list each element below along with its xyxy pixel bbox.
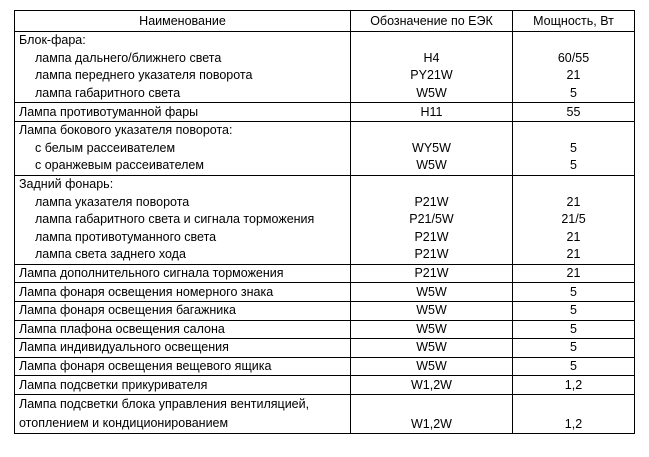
lamp-name-cell: Лампа фонаря освещения номерного знака <box>15 283 351 302</box>
column-header-power: Мощность, Вт <box>513 11 635 32</box>
lamp-name-cell: Лампа противотуманной фары <box>15 103 351 122</box>
lamp-designation-cell <box>351 32 513 50</box>
table-subrow <box>15 211 635 229</box>
table-group <box>15 103 635 122</box>
lamp-designation-cell: W5W <box>351 85 513 103</box>
lamp-power-cell: 5 <box>513 339 635 358</box>
lamp-power-cell: 55 <box>513 103 635 122</box>
table-group <box>15 32 635 103</box>
lamp-power-cell: 5 <box>513 85 635 103</box>
lamp-designation-cell: H4 <box>351 50 513 68</box>
lamp-name-cell: Лампа фонаря освещения вещевого ящика <box>15 357 351 376</box>
table-group <box>15 339 635 358</box>
lamp-name-cell: Лампа плафона освещения салона <box>15 320 351 339</box>
lamp-designation-cell: W5W <box>351 320 513 339</box>
lamp-power-cell: 5 <box>513 157 635 175</box>
lamp-name-cell: лампа габаритного света и сигнала торможения <box>15 211 351 229</box>
lamp-designation-cell <box>351 175 513 193</box>
lamp-designation-cell <box>351 121 513 139</box>
lamp-power-cell: 5 <box>513 320 635 339</box>
lamp-designation-cell: W5W <box>351 357 513 376</box>
table-subrow <box>15 157 635 175</box>
lamp-power-cell <box>513 32 635 50</box>
lamp-name-cell: лампа габаритного света <box>15 85 351 103</box>
table-row <box>15 103 635 122</box>
lamp-power-cell: 21 <box>513 229 635 247</box>
lamp-name-cell: Лампа дополнительного сигнала торможения <box>15 264 351 283</box>
table-subrow <box>15 193 635 211</box>
table-group <box>15 376 635 395</box>
lamp-power-cell: 1,2 <box>513 394 635 433</box>
table-group <box>15 357 635 376</box>
lamp-designation-cell: W5W <box>351 157 513 175</box>
lamp-power-cell: 1,2 <box>513 376 635 395</box>
lamp-name-cell: лампа противотуманного света <box>15 229 351 247</box>
lamp-designation-cell: W1,2W <box>351 376 513 395</box>
lamp-name-cell: лампа указателя поворота <box>15 193 351 211</box>
column-header-designation: Обозначение по ЕЭК <box>351 11 513 32</box>
lamp-power-cell: 21 <box>513 264 635 283</box>
lamp-power-cell: 21/5 <box>513 211 635 229</box>
lamp-power-cell <box>513 121 635 139</box>
table-row <box>15 283 635 302</box>
table-group <box>15 283 635 302</box>
lamp-designation-cell: H11 <box>351 103 513 122</box>
table-subrow <box>15 246 635 264</box>
lamp-name-cell: с белым рассеивателем <box>15 140 351 158</box>
table-subrow <box>15 85 635 103</box>
table-header-row <box>15 11 635 32</box>
lamp-power-cell: 5 <box>513 283 635 302</box>
table-group <box>15 301 635 320</box>
lamp-name-cell: с оранжевым рассеивателем <box>15 157 351 175</box>
lamp-name-cell: Лампа фонаря освещения багажника <box>15 301 351 320</box>
lamp-power-cell <box>513 175 635 193</box>
lamp-designation-cell: W5W <box>351 301 513 320</box>
lamp-designation-cell: P21/5W <box>351 211 513 229</box>
table-row <box>15 376 635 395</box>
table-row <box>15 264 635 283</box>
table-row <box>15 394 635 433</box>
lamp-name-cell: лампа дальнего/ближнего света <box>15 50 351 68</box>
lamp-power-cell: 5 <box>513 301 635 320</box>
lamp-specification-table <box>14 10 635 434</box>
table-group <box>15 320 635 339</box>
lamp-name-cell: лампа переднего указателя поворота <box>15 67 351 85</box>
lamp-name-cell: Задний фонарь: <box>15 175 351 193</box>
table-header <box>15 11 635 32</box>
table-group <box>15 394 635 433</box>
lamp-power-cell: 21 <box>513 246 635 264</box>
table-row <box>15 357 635 376</box>
table-subrow <box>15 50 635 68</box>
lamp-designation-cell: P21W <box>351 246 513 264</box>
table-group <box>15 264 635 283</box>
column-header-name: Наименование <box>15 11 351 32</box>
lamp-designation-cell: P21W <box>351 229 513 247</box>
lamp-power-cell: 5 <box>513 140 635 158</box>
table-subrow <box>15 229 635 247</box>
table-group <box>15 121 635 175</box>
lamp-power-cell: 21 <box>513 193 635 211</box>
lamp-designation-cell: P21W <box>351 264 513 283</box>
group-title-row <box>15 121 635 139</box>
table-row <box>15 339 635 358</box>
table-subrow <box>15 140 635 158</box>
lamp-designation-cell: P21W <box>351 193 513 211</box>
table-group <box>15 175 635 264</box>
table-subrow <box>15 67 635 85</box>
lamp-designation-cell: W1,2W <box>351 394 513 433</box>
lamp-designation-cell: W5W <box>351 283 513 302</box>
lamp-designation-cell: PY21W <box>351 67 513 85</box>
group-title-row <box>15 32 635 50</box>
lamp-name-cell: Блок-фара: <box>15 32 351 50</box>
lamp-designation-cell: WY5W <box>351 140 513 158</box>
lamp-power-cell: 21 <box>513 67 635 85</box>
lamp-name-cell: лампа света заднего хода <box>15 246 351 264</box>
lamp-name-cell: Лампа бокового указателя поворота: <box>15 121 351 139</box>
lamp-name-cell: Лампа подсветки прикуривателя <box>15 376 351 395</box>
lamp-designation-cell: W5W <box>351 339 513 358</box>
lamp-power-cell: 5 <box>513 357 635 376</box>
table-row <box>15 320 635 339</box>
table-row <box>15 301 635 320</box>
lamp-power-cell: 60/55 <box>513 50 635 68</box>
group-title-row <box>15 175 635 193</box>
lamp-name-cell: Лампа подсветки блока управления вентиляцией, отоплением и кондиционированием <box>15 394 351 433</box>
lamp-name-cell: Лампа индивидуального освещения <box>15 339 351 358</box>
